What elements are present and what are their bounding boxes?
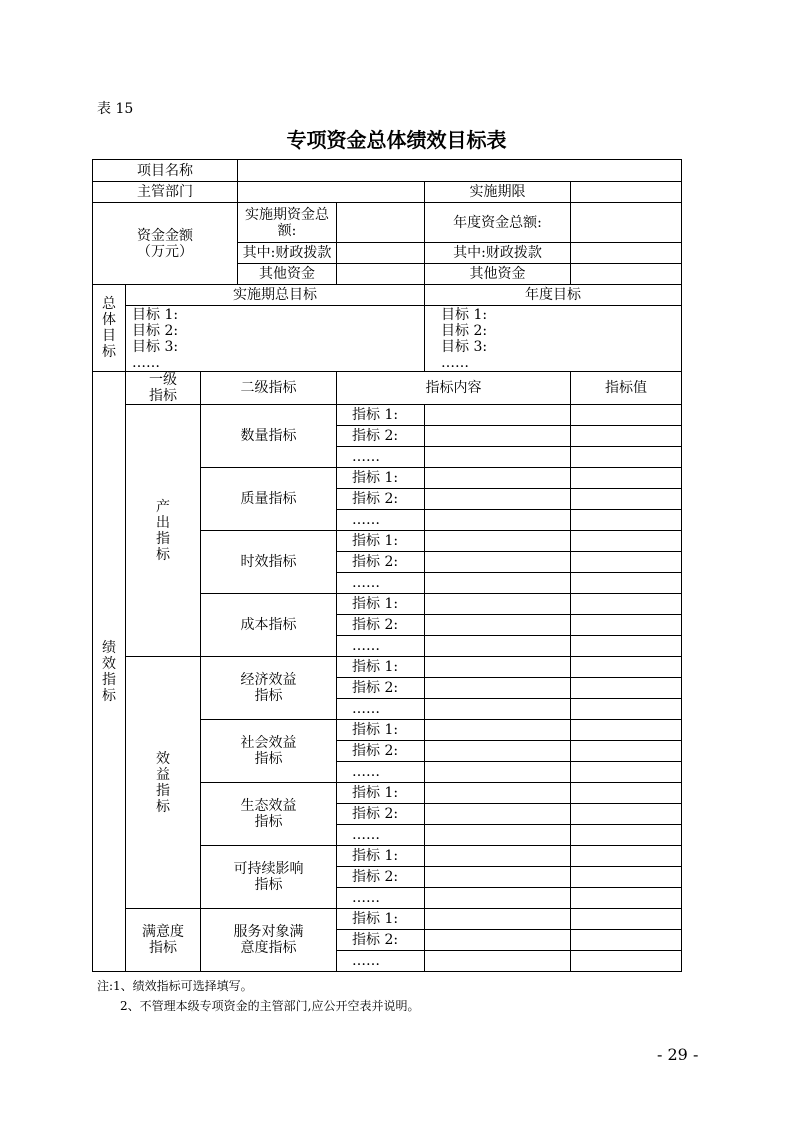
indicator-row: 指标 1: <box>337 846 425 867</box>
period-label: 实施期限 <box>425 182 571 203</box>
quantity-indicator-label: 数量指标 <box>201 405 337 468</box>
indicator-row: …… <box>337 888 425 909</box>
indicator-note <box>571 594 682 615</box>
indicator-row: …… <box>337 951 425 972</box>
indicator-note <box>571 699 682 720</box>
indicator-note <box>571 426 682 447</box>
indicator-value <box>425 867 571 888</box>
indicator-note <box>571 825 682 846</box>
indicator-row: 指标 1: <box>337 468 425 489</box>
col-value-header: 指标值 <box>571 372 682 405</box>
service-satisfaction-indicator-label: 服务对象满意度指标 <box>201 909 337 972</box>
indicator-row: …… <box>337 636 425 657</box>
footnote-2: 2、不管理本级专项资金的主管部门,应公开空表并说明。 <box>120 999 420 1013</box>
indicator-note <box>571 909 682 930</box>
indicator-value <box>425 615 571 636</box>
indicator-value <box>425 846 571 867</box>
indicator-value <box>425 678 571 699</box>
overall-goal-side-label: 总体目标 <box>93 285 126 372</box>
indicator-row: 指标 1: <box>337 531 425 552</box>
fiscal-annual-label: 其中:财政拨款 <box>425 243 571 264</box>
indicator-note <box>571 783 682 804</box>
ecological-benefit-indicator-label: 生态效益指标 <box>201 783 337 846</box>
indicator-note <box>571 510 682 531</box>
indicator-value <box>425 573 571 594</box>
annual-goal-list: 目标 1: 目标 2: 目标 3: …… <box>425 306 682 372</box>
benefit-indicator-label: 效益指标 <box>126 657 201 909</box>
indicator-note <box>571 657 682 678</box>
indicator-note <box>571 762 682 783</box>
period-total-label: 实施期资金总额: <box>238 203 337 243</box>
indicator-note <box>571 615 682 636</box>
economic-benefit-indicator-label: 经济效益指标 <box>201 657 337 720</box>
indicator-note <box>571 531 682 552</box>
indicator-value <box>425 405 571 426</box>
footnotes <box>97 976 419 1016</box>
supervisor-value <box>238 182 425 203</box>
fiscal-annual-value <box>571 243 682 264</box>
indicator-note <box>571 930 682 951</box>
indicator-row: 指标 1: <box>337 909 425 930</box>
cost-indicator-label: 成本指标 <box>201 594 337 657</box>
indicator-note <box>571 867 682 888</box>
footnote-1: 注:1、绩效指标可选择填写。 <box>97 979 253 993</box>
annual-goal-header: 年度目标 <box>425 285 682 306</box>
other-period-value <box>337 264 425 285</box>
indicator-row: 指标 2: <box>337 804 425 825</box>
indicator-row: 指标 2: <box>337 867 425 888</box>
indicator-value <box>425 888 571 909</box>
indicator-row: 指标 1: <box>337 405 425 426</box>
indicator-note <box>571 489 682 510</box>
indicator-row: …… <box>337 699 425 720</box>
page-title: 专项资金总体绩效目标表 <box>286 128 507 152</box>
other-annual-value <box>571 264 682 285</box>
indicator-row: …… <box>337 762 425 783</box>
indicator-note <box>571 888 682 909</box>
indicator-row: 指标 2: <box>337 615 425 636</box>
indicator-row: …… <box>337 447 425 468</box>
annual-total-value <box>571 203 682 243</box>
indicator-note <box>571 951 682 972</box>
page-number: - 29 - <box>657 1045 699 1064</box>
indicator-row: 指标 2: <box>337 930 425 951</box>
annual-total-label: 年度资金总额: <box>425 203 571 243</box>
performance-indicator-side-label: 绩效指标 <box>93 372 126 972</box>
indicator-row: 指标 2: <box>337 552 425 573</box>
performance-target-table <box>92 159 682 972</box>
indicator-note <box>571 636 682 657</box>
indicator-row: 指标 2: <box>337 489 425 510</box>
fund-amount-label: 资金金额 （万元） <box>93 203 238 285</box>
other-annual-label: 其他资金 <box>425 264 571 285</box>
social-benefit-indicator-label: 社会效益指标 <box>201 720 337 783</box>
indicator-value <box>425 762 571 783</box>
indicator-value <box>425 825 571 846</box>
indicator-row: 指标 1: <box>337 783 425 804</box>
col-level2-header: 二级指标 <box>201 372 337 405</box>
table-number: 表 15 <box>97 101 134 117</box>
indicator-row: 指标 1: <box>337 657 425 678</box>
indicator-note <box>571 405 682 426</box>
indicator-value <box>425 909 571 930</box>
period-goal-list: 目标 1: 目标 2: 目标 3: …… <box>126 306 425 372</box>
indicator-note <box>571 804 682 825</box>
satisfaction-indicator-label: 满意度指标 <box>126 909 201 972</box>
indicator-note <box>571 720 682 741</box>
indicator-value <box>425 426 571 447</box>
period-goal-header: 实施期总目标 <box>126 285 425 306</box>
indicator-value <box>425 699 571 720</box>
quality-indicator-label: 质量指标 <box>201 468 337 531</box>
indicator-note <box>571 573 682 594</box>
indicator-row: 指标 2: <box>337 741 425 762</box>
indicator-note <box>571 447 682 468</box>
period-total-value <box>337 203 425 243</box>
indicator-value <box>425 594 571 615</box>
indicator-row: 指标 1: <box>337 594 425 615</box>
indicator-row: …… <box>337 825 425 846</box>
indicator-row: …… <box>337 573 425 594</box>
indicator-value <box>425 741 571 762</box>
output-indicator-label: 产出指标 <box>126 405 201 657</box>
indicator-note <box>571 741 682 762</box>
indicator-row: 指标 1: <box>337 720 425 741</box>
indicator-value <box>425 636 571 657</box>
indicator-value <box>425 951 571 972</box>
indicator-value <box>425 804 571 825</box>
col-content-header: 指标内容 <box>337 372 571 405</box>
indicator-note <box>571 678 682 699</box>
other-period-label: 其他资金 <box>238 264 337 285</box>
fiscal-period-value <box>337 243 425 264</box>
project-name-label: 项目名称 <box>93 160 238 182</box>
supervisor-label: 主管部门 <box>93 182 238 203</box>
indicator-value <box>425 447 571 468</box>
indicator-value <box>425 930 571 951</box>
indicator-row: 指标 2: <box>337 426 425 447</box>
col-level1-header: 一级指标 <box>126 372 201 405</box>
indicator-value <box>425 720 571 741</box>
indicator-note <box>571 552 682 573</box>
indicator-note <box>571 468 682 489</box>
indicator-value <box>425 468 571 489</box>
indicator-value <box>425 531 571 552</box>
indicator-value <box>425 552 571 573</box>
indicator-value <box>425 783 571 804</box>
indicator-value <box>425 489 571 510</box>
indicator-value <box>425 510 571 531</box>
period-value <box>571 182 682 203</box>
indicator-note <box>571 846 682 867</box>
sustainable-impact-indicator-label: 可持续影响指标 <box>201 846 337 909</box>
timeliness-indicator-label: 时效指标 <box>201 531 337 594</box>
fiscal-period-label: 其中:财政拨款 <box>238 243 337 264</box>
project-name-value <box>238 160 682 182</box>
indicator-value <box>425 657 571 678</box>
indicator-row: 指标 2: <box>337 678 425 699</box>
indicator-row: …… <box>337 510 425 531</box>
